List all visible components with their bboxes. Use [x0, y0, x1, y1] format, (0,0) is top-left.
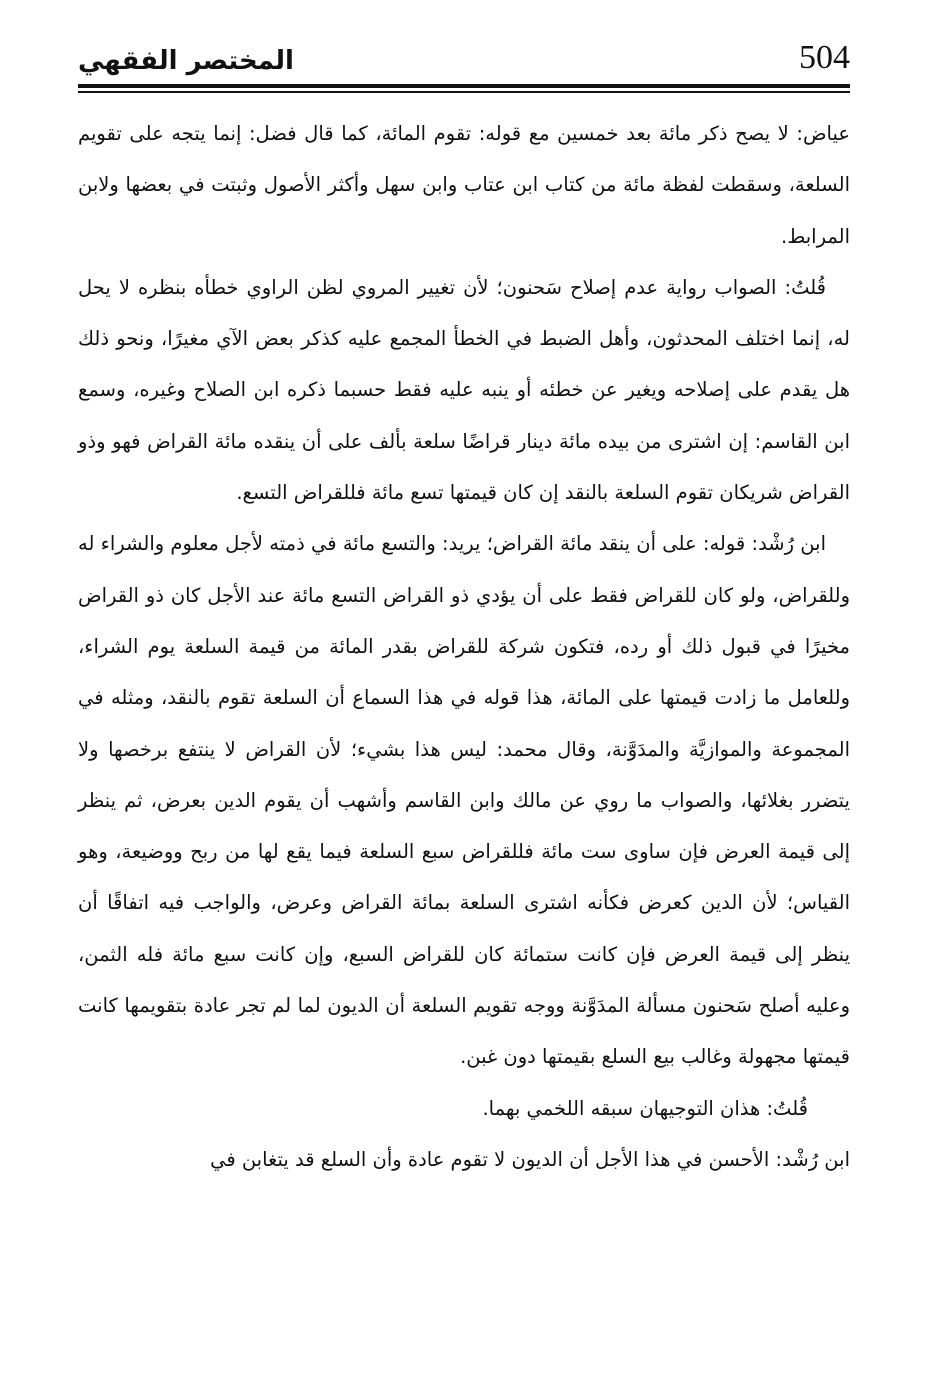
- header-rule-thin: [78, 91, 850, 93]
- paragraph-qultu-lakhmi: قُلتُ: هذان التوجيهان سبقه اللخمي بهما.: [482, 1096, 808, 1120]
- page-header: [78, 34, 850, 94]
- running-title: المختصر الفقهي: [78, 46, 294, 76]
- paragraph-qultu-sawab: قُلتُ: الصواب رواية عدم إصلاح سَحنون؛ لأن تغيير المروي لظن الراوي خطأه بنظره لا يحل له، إنما اختلف المحدثون، وأهل الضبط في الخطأ المجمع عليه كذكر بعض الآي مغيرًا، ونحو ذلك هل يقدم على إصلاحه ويغير عن خطئه أو ينبه عليه فقط حسبما ذكره ابن الصلاح وغيره، وسمع ابن القاسم: إن اشترى من بيده مائة دينار قراضًا سلعة بألف على أن ينقده مائة القراض فهو وذو القراض شريكان تقوم السلعة بالنقد إن كان قيمتها تسع مائة فللقراض التسع.: [78, 275, 850, 505]
- header-rule-thick: [78, 84, 850, 88]
- paragraph-ibn-rushd-ahsan: ابن رُشْد: الأحسن في هذا الأجل أن الديون لا تقوم عادة وأن السلع قد يتغابن في: [210, 1147, 850, 1171]
- paragraph-iyad: عياض: لا يصح ذكر مائة بعد خمسين مع قوله: تقوم المائة، كما قال فضل: إنما يتجه على تقويم السلعة، وسقطت لفظة مائة من كتاب ابن عتاب وابن سهل وأكثر الأصول وثبتت في بعضها ولابن المرابط.: [78, 122, 850, 248]
- paragraph-ibn-rushd-commentary: ابن رُشْد: قوله: على أن ينقد مائة القراض؛ يريد: والتسع مائة في ذمته لأجل معلوم والشراء له وللقراض، ولو كان للقراض فقط على أن يؤدي ذو القراض التسع مائة عند الأجل كان ذو القراض مخيرًا في قبول ذلك أو رده، فتكون شركة للقراض بقدر المائة من قيمة السلعة يوم الشراء، وللعامل ما زادت قيمتها على المائة، هذا قوله في هذا السماع أن السلعة تقوم بالنقد، ومثله في المجموعة والموازيَّة والمدَوَّنة، وقال محمد: ليس هذا بشيء؛ لأن القراض لا ينتفع برخصها ولا يتضرر بغلائها، والصواب ما روي عن مالك وابن القاسم وأشهب أن يقوم الدين بعرض، ثم ينظر إلى قيمة العرض فإن ساوى ست مائة فللقراض سبع السلعة فيما يقع لها من ربح ووضيعة، وهو القياس؛ لأن الدين كعرض فكأنه اشترى السلعة بمائة القراض وعرض، والواجب فيه اتفاقًا أن ينظر إلى قيمة العرض فإن كانت ستمائة كان للقراض السبع، وإن كانت سبع مائة فله الثمن، وعليه أصلح سَحنون مسألة المدَوَّنة ووجه تقويم السلعة أن الديون لما لم تجر عادة بتقويمها كانت قيمتها مجهولة وغالب بيع السلع بقيمتها دون غبن.: [78, 532, 850, 1069]
- page-number: 504: [799, 39, 850, 76]
- body-text: [78, 108, 850, 1185]
